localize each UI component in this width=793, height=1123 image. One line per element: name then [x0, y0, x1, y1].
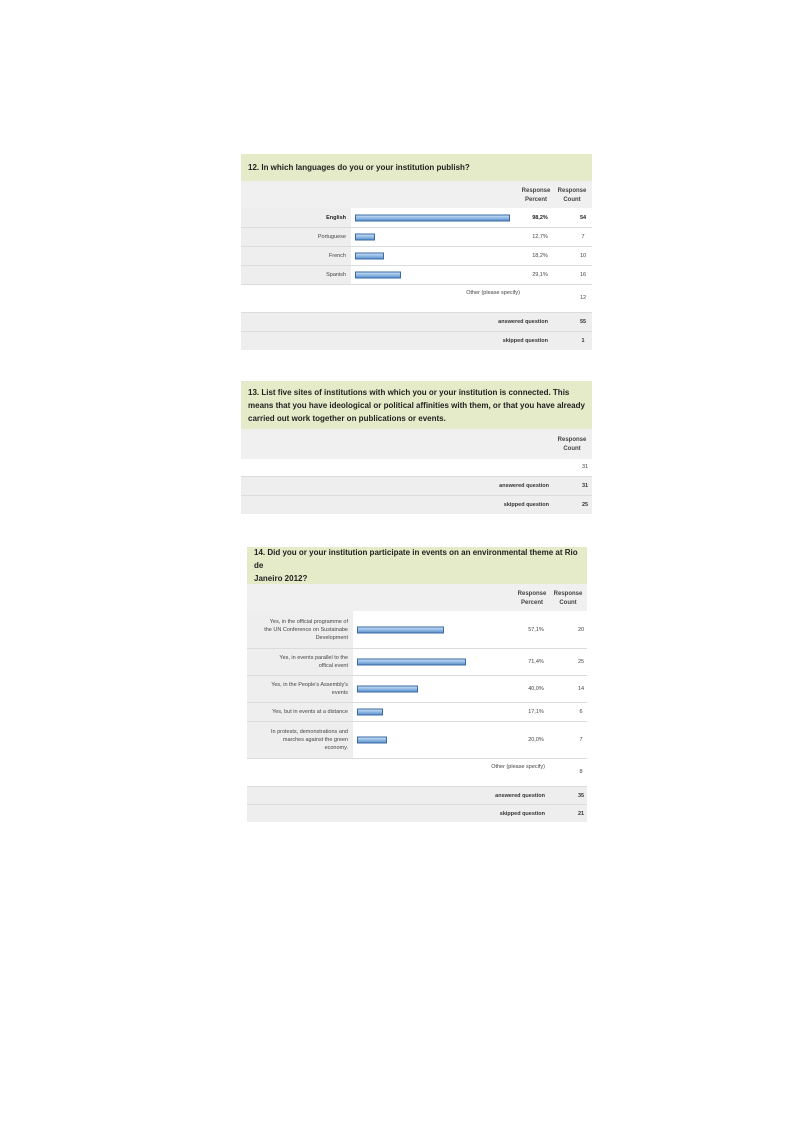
answer-label	[247, 676, 353, 702]
response-percent: 17,1%	[528, 709, 544, 715]
skipped-label: skipped question	[499, 810, 545, 817]
other-label: Other (please specify)	[491, 764, 545, 770]
response-count: 25	[577, 659, 585, 665]
answered-count: 55	[579, 319, 587, 325]
response-count-header	[548, 590, 588, 608]
answer-label: Spanish	[241, 266, 351, 284]
answer-row	[241, 246, 592, 265]
answer-label-line: Yes, in the People's Assembly's	[271, 682, 348, 688]
answer-label: French	[241, 247, 351, 265]
question-14-table	[247, 547, 587, 822]
answer-row	[247, 611, 587, 648]
question-13-title-line: carried out work together on publications or events.	[248, 413, 446, 423]
response-percent: 20,0%	[528, 737, 544, 743]
answer-row	[241, 265, 592, 284]
response-bar	[355, 253, 384, 260]
response-percent: 71,4%	[528, 659, 544, 665]
answered-label: answered question	[499, 483, 549, 489]
skipped-count: 1	[581, 338, 585, 344]
response-count: 7	[581, 234, 585, 240]
response-bar	[357, 659, 466, 666]
answer-label	[247, 611, 353, 648]
response-bar	[357, 709, 383, 716]
response-percent: 57,1%	[528, 626, 544, 633]
answered-count: 31	[581, 483, 589, 489]
answer-row	[247, 675, 587, 702]
other-row	[247, 758, 587, 786]
skipped-label: skipped question	[502, 338, 548, 344]
response-bar	[357, 737, 387, 744]
question-14-header	[247, 584, 587, 611]
other-label: Other (please specify)	[466, 290, 520, 296]
header-line: Count	[559, 600, 577, 606]
header-line: Response	[553, 591, 583, 597]
response-percent: 18,2%	[532, 253, 548, 259]
answer-label-line: economy.	[324, 745, 348, 751]
header-line: Count	[563, 197, 581, 203]
header-line: Percent	[524, 197, 547, 203]
skipped-row	[241, 495, 592, 514]
answer-label-line: In protests, demonstrations and	[270, 729, 348, 735]
response-count: 54	[579, 214, 587, 221]
skipped-label: skipped question	[503, 502, 549, 508]
answered-count: 35	[577, 792, 585, 799]
question-12-title	[241, 154, 592, 181]
skipped-row	[241, 331, 592, 350]
other-count: 8	[579, 769, 583, 775]
answer-label-line: Development	[315, 634, 348, 641]
response-bar	[355, 272, 401, 279]
question-13-table	[241, 381, 592, 514]
response-count: 31	[581, 464, 589, 470]
question-12-header	[241, 181, 592, 208]
response-bar	[357, 626, 444, 633]
answer-label: Portuguese	[241, 228, 351, 246]
answer-label-line: Yes, in events parallel to the	[279, 655, 348, 661]
answer-row	[247, 648, 587, 675]
answered-row	[241, 476, 592, 495]
response-bar	[355, 234, 375, 241]
answer-label-line: marches against the green	[282, 737, 348, 743]
answered-row	[241, 312, 592, 331]
response-count: 14	[577, 686, 585, 692]
answer-label	[247, 649, 353, 675]
response-bar	[355, 214, 510, 221]
question-13-title	[241, 381, 592, 429]
response-count-header	[553, 187, 591, 205]
response-count: 16	[579, 272, 587, 278]
header-line: Percent	[520, 600, 543, 606]
question-13-title-line: 13. List five sites of institutions with which you or your institution is connected. This	[248, 387, 570, 397]
question-14-title-line: 14. Did you or your institution participate in events on an environmental theme at Rio de	[254, 548, 578, 570]
question-14-title-line: Janeiro 2012?	[254, 574, 308, 583]
response-count: 20	[577, 626, 585, 633]
answer-label-line: the UN Conference on Sustainabe	[264, 626, 348, 633]
skipped-count: 25	[581, 502, 589, 508]
question-12-table	[241, 154, 592, 350]
answer-label-line: Yes, but in events at a distance	[272, 709, 348, 715]
response-bar	[357, 686, 418, 693]
question-13-title-line: means that you have ideological or political affinities with them, or that you have already	[248, 400, 585, 410]
question-12-title-text: 12. In which languages do you or your institution publish?	[248, 163, 470, 172]
response-count: 6	[579, 709, 583, 715]
answer-row	[241, 227, 592, 246]
skipped-row	[247, 804, 587, 822]
header-line: Response	[557, 188, 587, 194]
answer-label-line: Yes, in the official programme of	[269, 618, 348, 625]
answer-row	[247, 721, 587, 758]
skipped-count: 21	[577, 810, 585, 817]
answer-label	[247, 722, 353, 758]
header-line: Count	[563, 446, 581, 452]
question-12-rows	[241, 208, 592, 284]
response-count-header	[553, 436, 591, 454]
count-row	[241, 459, 592, 476]
response-percent: 12,7%	[532, 234, 548, 240]
response-count: 10	[579, 253, 587, 259]
question-13-header	[241, 429, 592, 459]
question-14-rows	[247, 611, 587, 758]
header-line: Response	[517, 591, 547, 597]
answer-row	[241, 208, 592, 227]
response-percent: 29,1%	[532, 272, 548, 278]
answered-label: answered question	[498, 319, 548, 325]
other-count: 12	[579, 295, 587, 301]
response-count: 7	[579, 737, 583, 743]
answer-label	[247, 703, 353, 721]
response-percent: 98,2%	[532, 214, 548, 221]
other-row	[241, 284, 592, 312]
answered-row	[247, 786, 587, 804]
answer-label-line: offical event	[318, 663, 348, 669]
header-line: Response	[521, 188, 551, 194]
answered-label: answered question	[495, 792, 545, 799]
answer-label: English	[241, 208, 351, 227]
question-14-title	[247, 547, 587, 584]
answer-row	[247, 702, 587, 721]
header-line: Response	[557, 437, 587, 443]
response-percent: 40,0%	[528, 686, 544, 692]
answer-label-line: events	[331, 690, 348, 696]
